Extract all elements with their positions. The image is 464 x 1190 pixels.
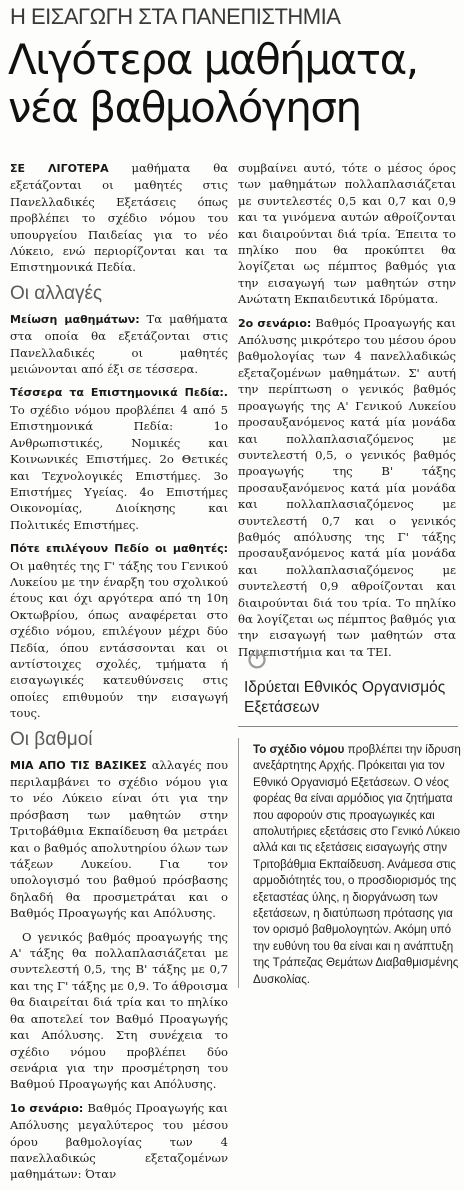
paragraph [10, 1100, 228, 1183]
paragraph-lead: Τέσσερα τα Επιστημονικά Πεδία:. [10, 386, 228, 400]
intro-lead: ΣΕ ΛΙΓΟΤΕΡΑ [10, 162, 109, 175]
sidebar-box-title: Ιδρύεται Εθνικός Οργανισμός Εξετάσεων [244, 679, 446, 716]
paragraph [10, 540, 228, 721]
paragraph [238, 315, 456, 661]
intro-paragraph [10, 160, 228, 276]
paragraph-lead: ΜΙΑ ΑΠΟ ΤΙΣ ΒΑΣΙΚΕΣ [10, 758, 147, 772]
paragraph-lead: Μείωση μαθημάτων: [10, 312, 140, 326]
section-kicker: Η ΕΙΣΑΓΩΓΗ ΣΤΑ ΠΑΝΕΠΙΣΤΗΜΙΑ [10, 4, 341, 29]
article-column-right [238, 160, 456, 667]
paragraph-lead: 2ο σενάριο: [238, 316, 312, 330]
paragraph-text: Τα μαθήματα στα οποία θα εξετάζονται στις Πανελλαδικές οι μαθητές μειώνονται από έξι σε τέσσερα. [10, 311, 228, 377]
page-title: Λιγότερα μαθήματα, νέα βαθμολόγηση [8, 35, 418, 132]
intro-text: μαθήματα θα εξετάζονται οι μαθητές στις Πανελλαδικές Εξετάσεις όπως προβλέπει το σχέδιο νόμου του υπουργείου Παιδείας για το νέο Λύκειο, ενώ περιορίζονται και τα Επιστημονικά Πεδία. [10, 161, 229, 275]
divider [238, 726, 458, 727]
paragraph [10, 384, 228, 533]
paragraph-text: αλλαγές που περιλαμβάνει το σχέδιο νόμου για το νέο Λύκειο είναι ότι για την πρόσβαση των μαθητών στην Τριτοβάθμια Εκπαίδευση θα μετράει και ο βαθμός απολυτηρίου όλων των τάξεων Λυκείου. Για τον υπολογισμό του βαθμού πρόσβασης δηλαδή θα προσμετράται και ο Βαθμός Προαγωγής και Απόλυσης. [10, 757, 228, 921]
paragraph [10, 311, 228, 378]
paragraph-text: Βαθμός Προαγωγής και Απόλυσης μεγαλύτερος του μέσου όρου βαθμολογίας των 4 πανελλαδικώς εξεταζομένων μαθημάτων: Όταν [10, 1100, 228, 1182]
paragraph: Ο γενικός βαθμός προαγωγής της Α' τάξης θα πολλαπλασιάζεται με συντελεστή 0,5, της Β' τάξης με 0,7 και της Γ' τάξης με 0,9. Το άθροισμα θα διαιρείται διά τρία και το πηλίκο θα αποτελεί τον Βαθμό Προαγωγής και Απόλυσης. Στη συνέχεια το σχέδιο νόμου προβλέπει δύο σενάρια για την προσμέτρηση του Βαθμού Προαγωγής και Απόλυσης. [10, 929, 228, 1092]
subheading-grades: Οι βαθμοί [10, 728, 93, 750]
paragraph-lead: 1ο σενάριο: [10, 1101, 84, 1115]
sidebar-box [238, 738, 464, 988]
sidebar-box-text: προβλέπει την ίδρυση ανεξάρτητης Αρχής. Πρόκειται για τον Εθνικό Οργανισμό Εξετάσεων. Ο νέος φορέας θα είναι αρμόδιος για ζητήματα που αφορούν στις προαγωγικές και απολυτήριες εξετάσεις στο Γενικό Λύκειο αλλά και τις εξετάσεις εισαγωγής στην Τριτοβάθμια Εκπαίδευση. Ανάμεσα στις αρμοδιότητές του, ο προσδιορισμός της εξεταστέας ύλης, η διοργάνωση των εξετάσεων, η διατύπωση πρότασης για τον ορισμό βαθμολογητών. Ακόμη υπό την ευθύνη του θα είναι και η ανάπτυξη της Τράπεζας Θεμάτων Διαβαθμισμένης Δυσκολίας. [253, 743, 461, 986]
paragraph [10, 757, 228, 922]
paragraph-text: Οι μαθητές της Γ' τάξης του Γενικού Λυκείου με την έναρξη του σχολικού έτους και όχι αργότερα από τη 10η Οκτωβρίου, όπως αναφέρεται στο σχέδιο νόμου, επιλέγουν μέχρι δύο Πεδία, όπου εντάσσονται και οι αντίστοιχες σχολές, τμήματα ή εισαγωγικές κατευθύνσεις στις οποίες επιθυμούν την εισαγωγή τους. [10, 558, 228, 721]
paragraph-lead: Πότε επιλέγουν Πεδίο οι μαθητές: [10, 542, 228, 556]
subheading-changes: Οι αλλαγές [10, 282, 103, 304]
power-icon [246, 648, 268, 670]
paragraph-text: Βαθμός Προαγωγής και Απόλυσης μικρότερο του μέσου όρου βαθμολογίας των 4 πανελλαδικώς εξεταζομένων μαθημάτων. Σ' αυτή την περίπτωση ο γενικός βαθμός προαγωγής της Α' Γενικού Λυκείου προσαυξανόμενος κατά μία μονάδα και πολλαπλασιαζόμενος με συντελεστή 0,5, ο γενικός βαθμός προαγωγής της Β' τάξης προσαυξανόμενος κατά μία μονάδα και πολλαπλασιαζόμενος με συντελεστή 0,7 και ο γενικός βαθμός απόλυσης της Γ' τάξης προσαυξανόμενος κατά μία μονάδα και πολλαπλασιαζόμενος με συντελεστή 0,9 αθροίζονται και διαιρούνται διά του τρία. Το πηλίκο θα λογίζεται ως πέμπτος βαθμός για την εισαγωγή των μαθητών στα Πανεπιστήμια και τα ΤΕΙ. [238, 315, 456, 659]
sidebar-box-lead: Το σχέδιο νόμου [253, 743, 345, 756]
paragraph-text: Το σχέδιο νόμου προβλέπει 4 από 5 Επιστημονικά Πεδία: 1ο Ανθρωπιστικές, Νομικές και Κοινωνικές Επιστήμες. 2ο Θετικές και Τεχνολογικές Επιστήμες. 3ο Επιστήμες Υγείας. 4ο Επιστήμες Οικονομίας, Διοίκησης και Πολιτικές Επιστήμες. [10, 402, 228, 532]
paragraph: συμβαίνει αυτό, τότε ο μέσος όρος των μαθημάτων πολλαπλασιάζεται με συντελεστές 0,5 και 0,7 και 0,9 και τα γινόμενα αυτών αθροίζονται και διαιρούνται διά τρία. Έπειτα το πηλίκο που θα προκύπτει θα λογίζεται ως πέμπτος βαθμός για την εισαγωγή των μαθητών στην Ανώτατη Εκπαιδευτικά Ιδρύματα. [238, 161, 456, 307]
article-column-left [10, 160, 228, 1190]
